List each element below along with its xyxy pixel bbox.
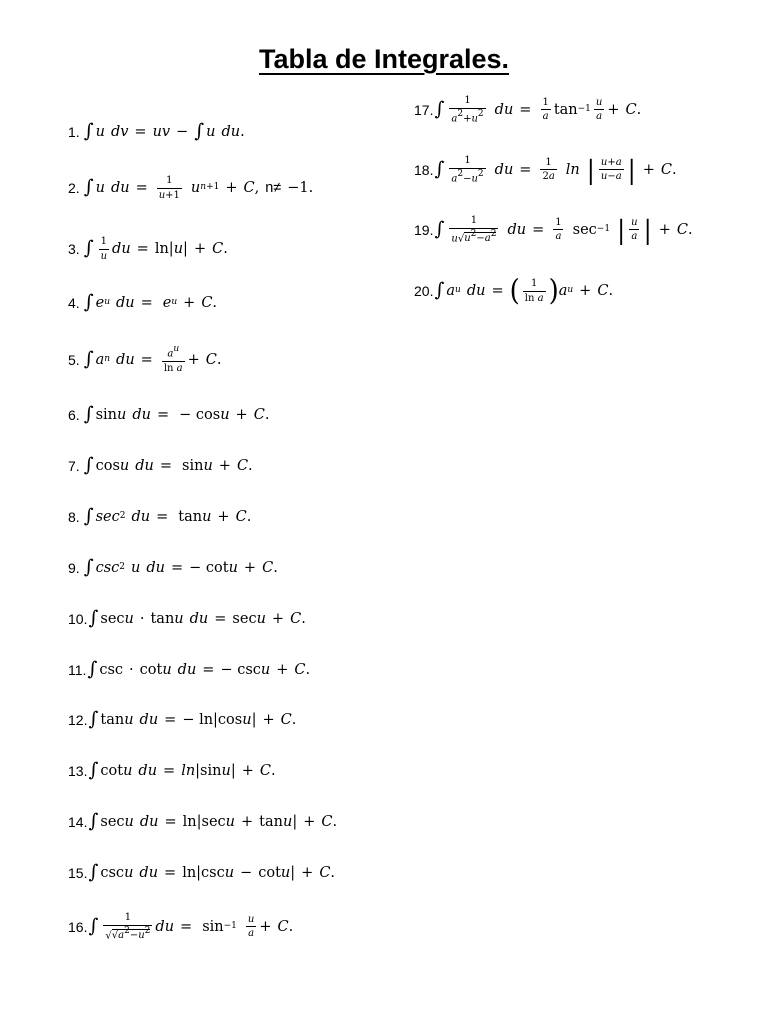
formula-expression: ∫ sec u du = ln|sec u + tan u | + C .: [88, 810, 338, 832]
formula-expression: ∫ $\frac{1}{a^2-u^2}$ du = $\frac{1}{2a}$ ln | $\frac{u+a}{u-a}$ | + C .: [434, 154, 677, 186]
formula-number: 12.: [68, 712, 88, 728]
formula-number: 6.: [68, 407, 80, 423]
formula-15: [68, 853, 335, 893]
formula-number: 1.: [68, 124, 80, 140]
formula-expression: ∫ csc $^2$ u du = − cot u + C .: [83, 556, 278, 578]
formula-2: [68, 168, 313, 208]
formula-expression: ∫ u dv = uv − ∫ u du .: [83, 120, 245, 142]
formula-13: [68, 751, 276, 791]
formula-expression: ∫ $\frac{1}{u}$ du = ln| u | + C .: [83, 236, 228, 262]
formula-expression: ∫ csc · cot u du = − csc u + C .: [87, 658, 311, 680]
formula-number: 3.: [68, 241, 80, 257]
formula-number: 16.: [68, 919, 88, 935]
formula-16: [68, 907, 293, 947]
formula-18: [414, 150, 677, 190]
formula-expression: ∫ u du = $\frac{1}{u+1}$ u $^{n +1}$ + C , n≠ −1.: [83, 175, 314, 201]
formula-1: [68, 112, 245, 152]
formula-number: 18.: [414, 162, 434, 178]
formula-number: 14.: [68, 814, 88, 830]
formula-10: [68, 599, 306, 639]
formula-expression: ∫ e $^u$ du = e $^u$ + C .: [83, 291, 218, 313]
formula-expression: ∫ a $^n$ du = $\frac{a^u}{\text{ln a}}$ + C .: [83, 344, 222, 375]
formula-expression: ∫ csc u du = ln|csc u − cot u | + C .: [88, 861, 336, 883]
formula-expression: ∫ sec u · tan u du = sec u + C .: [88, 607, 306, 629]
formula-number: 19.: [414, 222, 434, 238]
formula-expression: ∫ cot u du = ln |sin u | + C .: [88, 759, 276, 781]
formula-number: 5.: [68, 352, 80, 368]
formula-3: [68, 229, 228, 269]
formula-5: [68, 340, 222, 380]
formula-7: [68, 446, 253, 486]
formula-number: 9.: [68, 560, 80, 576]
formula-number: 15.: [68, 865, 88, 881]
formula-number: 2.: [68, 180, 80, 196]
formula-12: [68, 700, 296, 740]
formula-expression: ∫ cos u du = sin u + C .: [83, 454, 253, 476]
formula-expression: ∫ tan u du = − ln|cos u | + C .: [88, 708, 297, 730]
formula-expression: ∫ $\frac{1}{u√u^2-a^2}$ du = $\frac{1}{a}$ sec $^{-1}$ | $\frac{u}{a}$ | + C .: [434, 214, 693, 246]
formula-number: 11.: [68, 662, 87, 678]
formula-expression: ∫ sin u du = − cos u + C .: [83, 403, 270, 425]
formula-number: 7.: [68, 458, 80, 474]
formula-17: [414, 90, 641, 130]
formula-expression: ∫ a $^u$ du = ( $\frac{1}{\text{ln a}}$ ) a $^u$ + C .: [434, 274, 614, 308]
formula-number: 10.: [68, 611, 88, 627]
formula-expression: ∫ $\frac{1}{√√a^2-u^2}$ du = sin $^{-1}$ $\frac{u}{a}$ + C .: [88, 912, 294, 942]
formula-11: [68, 650, 310, 690]
formula-4: [68, 283, 217, 323]
formula-9: [68, 548, 278, 588]
formula-19: [414, 210, 693, 250]
formula-14: [68, 802, 337, 842]
formula-expression: ∫ $\frac{1}{a^2+u^2}$ du = $\frac{1}{a}$ tan $^{-1}$ $\frac{u}{a}$ + C .: [434, 95, 642, 125]
formula-number: 8.: [68, 509, 80, 525]
formula-number: 13.: [68, 763, 88, 779]
page-title: Tabla de Integrales.: [258, 44, 510, 74]
formula-6: [68, 395, 269, 435]
formula-expression: ∫ sec $^2$ du = tan u + C .: [83, 505, 252, 527]
formula-number: 17.: [414, 102, 434, 118]
formula-8: [68, 497, 251, 537]
formula-number: 20.: [414, 283, 434, 299]
formula-20: [414, 271, 613, 311]
formula-number: 4.: [68, 295, 80, 311]
